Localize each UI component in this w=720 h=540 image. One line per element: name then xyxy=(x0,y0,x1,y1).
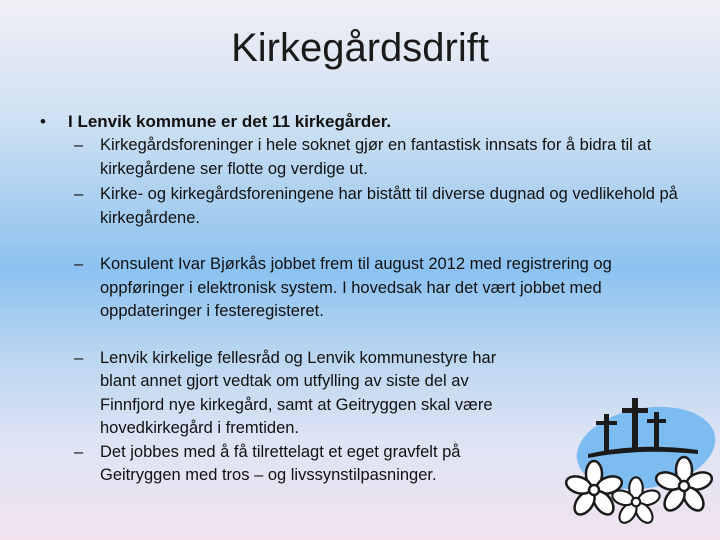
sub-item-dugnad xyxy=(34,183,694,230)
sub-item-konsulent xyxy=(34,253,694,324)
bullet-mark: • xyxy=(40,112,46,131)
sub-item-text: Det jobbes med å få tilrettelagt et eget gravfelt på Geitryggen med tros – og livssynstilpasninger. xyxy=(100,442,461,484)
sub-item-gravfelt xyxy=(34,441,530,488)
dash-mark: – xyxy=(74,348,84,367)
sub-item-foreninger xyxy=(34,134,694,181)
dash-mark: – xyxy=(74,136,84,154)
sub-item-text: Kirkegårdsforeninger i hele soknet gjør en fantastisk innsats for å bidra til at kirkegårdene ser flotte og verdige ut. xyxy=(100,136,652,178)
main-bullet-text: I Lenvik kommune er det 11 kirkegårder. xyxy=(68,112,392,131)
sub-item-text: Kirke- og kirkegårdsforeningene har bistått til diverse dugnad og vedlikehold på kirkegårdene. xyxy=(100,185,678,227)
crosses-and-flowers-icon xyxy=(548,390,718,532)
sub-item-vedtak xyxy=(34,347,530,441)
sub-item-text: Lenvik kirkelige fellesråd og Lenvik kommunestyre har blant annet gjort vedtak om utfylling av siste del av Finnfjord nye kirkegård, samt at Geitryggen skal være hovedkirkegård i fremtiden. xyxy=(100,348,497,437)
main-bullet xyxy=(34,110,694,134)
sub-item-text: Konsulent Ivar Bjørkås jobbet frem til august 2012 med registrering og oppføringer i elektronisk system. I hovedsak har det vært jobbet med oppdateringer i festeregisteret. xyxy=(100,255,612,320)
dash-mark: – xyxy=(74,442,84,461)
dash-mark: – xyxy=(74,185,84,203)
dash-mark: – xyxy=(74,255,84,273)
slide-title: Kirkegårdsdrift xyxy=(231,26,489,70)
